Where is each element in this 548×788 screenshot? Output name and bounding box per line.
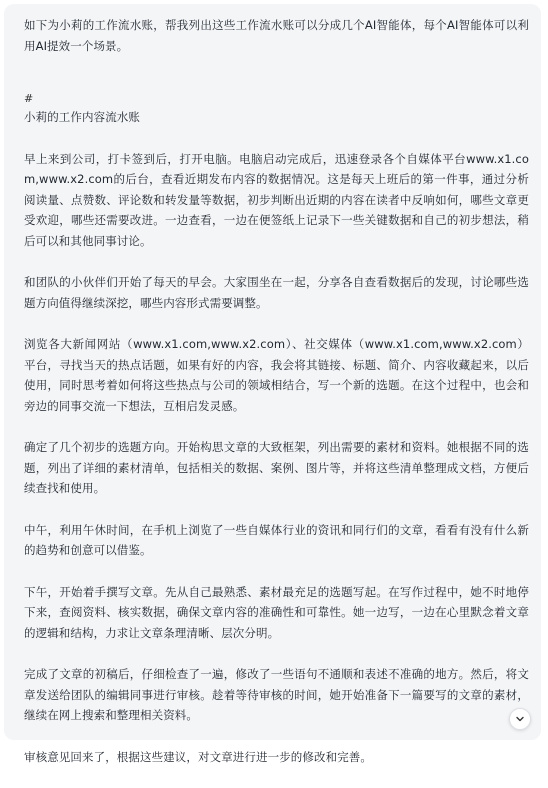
paragraph-4: 确定了几个初步的选题方向。开始构思文章的大致框架，列出需要的素材和资料。她根据不同的选题，列出了详细的素材清单，包括相关的数据、案例、图片等，并将这些清单整理成文档，方便后续查找和使用。 [24,440,529,495]
paragraph-3: 浏览各大新闻网站（www.x1.com,www.x2.com）、社交媒体（www.x1.com,www.x2.com）平台，寻找当天的热点话题，如果有好的内容，我会将其链接、标题、简介、内容收藏起来，以后使用，同时思考着如何将这些热点与公司的领域相结合，写一个新的选题。在这个过程中，也会和旁边的同事交流一下想法，互相启发灵感。 [24,337,529,413]
chevron-down-icon [515,714,525,724]
intro-text: 如下为小莉的工作流水账，帮我列出这些工作流水账可以分成几个AI智能体，每个AI智能体可以利用AI提效一个场景。 [24,18,529,53]
paragraph-2: 和团队的小伙伴们开始了每天的早会。大家围坐在一起，分享各自查看数据后的发现，讨论哪些选题方向值得继续深挖，哪些内容形式需要调整。 [24,275,529,310]
message-panel [4,4,541,764]
scroll-down-button[interactable] [509,708,531,730]
paragraph-5: 中午，利用午休时间，在手机上浏览了一些自媒体行业的资讯和同行们的文章，看看有没有什么新的趋势和创意可以借鉴。 [24,522,529,557]
paragraph-6: 下午，开始着手撰写文章。先从自己最熟悉、素材最充足的选题写起。在写作过程中，她不时地停下来，查阅资料、核实数据，确保文章内容的准确性和可靠性。她一边写，一边在心里默念着文章的逻辑和结构，力求让文章条理清晰、层次分明。 [24,584,529,640]
paragraph-7: 完成了文章的初稿后，仔细检查了一遍，修改了一些语句不通顺和表述不准确的地方。然后，将文章发送给团队的编辑同事进行审核。趁着等待审核的时间，她开始准备下一篇要写的文章的素材，继续在网上搜索和整理相关资料。 [24,667,529,722]
heading-marker: # [24,92,34,105]
message-content [24,15,529,788]
spacer [24,77,529,91]
paragraph-1: 早上来到公司，打卡签到后，打开电脑。电脑启动完成后，迅速登录各个自媒体平台www.x1.com,www.x2.com的后台，查看近期发布内容的数据情况。这是每天上班后的第一件事，通过分析阅读量、点赞数、评论数和转发量等数据，初步判断出近期的内容在读者中反响如何，哪些文章更受欢迎，哪些还需要改进。一边查看，一边在便签纸上记录下一些关键数据和自己的初步想法，稍后可以和其他同事讨论。 [24,151,529,248]
doc-title: 小莉的工作内容流水账 [24,110,140,124]
paragraph-8: 审核意见回来了，根据这些建议，对文章进行进一步的修改和完善。 [24,749,372,764]
